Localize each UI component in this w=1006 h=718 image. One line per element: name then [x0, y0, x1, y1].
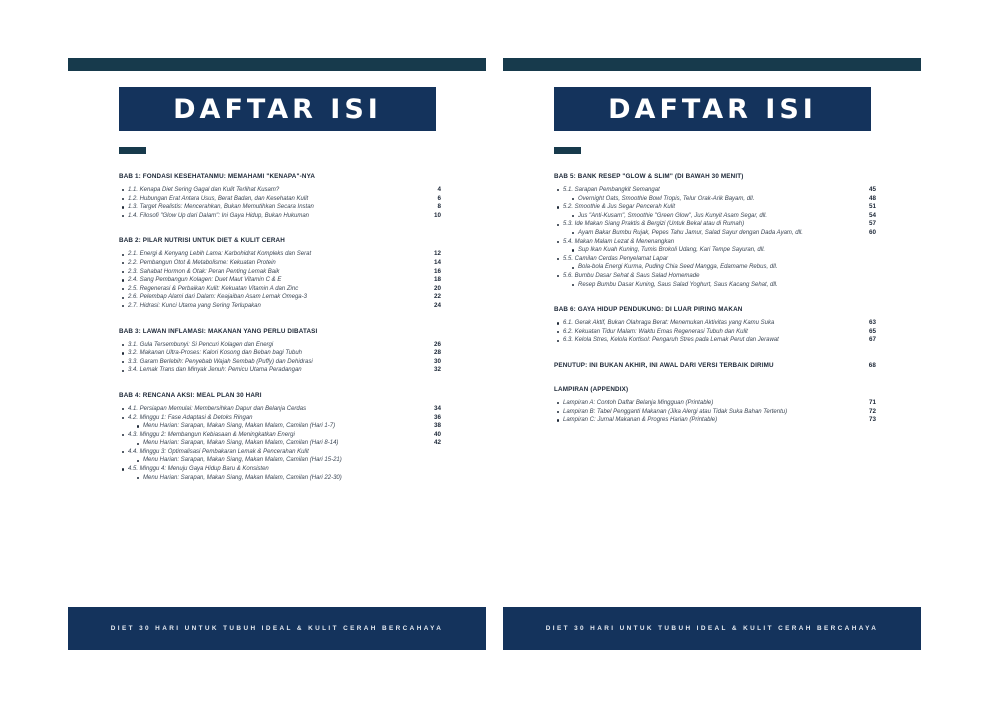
toc-subentry: Jus "Anti-Kusam", Smoothie "Green Glow", Jus Kunyit Asam Segar, dll. [554, 212, 838, 221]
toc-entry: 1.3. Target Realistis: Mencerahkan, Bukan Memutihkan Secara Instan [119, 203, 403, 212]
toc-chapter [119, 237, 441, 310]
toc-entry: 5.4. Makan Malam Lezat & Menenangkan [554, 238, 838, 247]
toc-subentry: Menu Harian: Sarapan, Makan Siang, Makan Malam, Camilan (Hari 1-7) [119, 422, 403, 431]
toc-entry: 6.2. Kekuatan Tidur Malam: Waktu Emas Regenerasi Tubuh dan Kulit [554, 328, 838, 337]
entry-list [119, 250, 403, 310]
toc-entry: 3.4. Lemak Trans dan Minyak Jenuh: Pemicu Utama Peradangan [119, 366, 403, 375]
page-number: 8 [437, 203, 441, 211]
page-number: 57 [868, 220, 876, 228]
toc-entry: 2.4. Sang Pembangun Kolagen: Duet Maut Vitamin C & E [119, 276, 403, 285]
toc-entry: 5.3. Ide Makan Siang Praktis & Bergizi (Untuk Bekal atau di Rumah) [554, 220, 838, 229]
chapter-entries [119, 186, 441, 220]
chapter-title: BAB 1: FONDASI KESEHATANMU: MEMAHAMI "KENAPA"-NYA [119, 173, 316, 180]
page-number: 12 [433, 250, 441, 258]
toc-subentry: Resep Bumbu Dasar Kuning, Saus Salad Yoghurt, Saus Kacang Sehat, dll. [554, 281, 838, 290]
chapter-title: BAB 5: BANK RESEP "GLOW & SLIM" (DI BAWAH 30 MENIT) [554, 173, 744, 180]
page-number: 22 [433, 293, 441, 301]
toc-entry: 1.4. Filosofi "Glow Up dari Dalam": Ini Gaya Hidup, Bukan Hukuman [119, 212, 403, 221]
toc-entry: 1.2. Hubungan Erat Antara Usus, Berat Badan, dan Kesehatan Kulit [119, 195, 403, 204]
toc-chapter [554, 306, 876, 345]
page-number: 6 [437, 194, 441, 202]
toc-content [119, 173, 441, 499]
toc-subentry: Menu Harian: Sarapan, Makan Siang, Makan Malam, Camilan (Hari 22-30) [119, 474, 403, 483]
header-bar [68, 58, 486, 71]
toc-chapter [554, 386, 876, 425]
page-number: 36 [433, 413, 441, 421]
page-number: 40 [433, 430, 441, 438]
page-number: 68 [868, 361, 876, 369]
page-number: 48 [868, 194, 876, 202]
page-number: 45 [868, 186, 876, 193]
page-number-column [842, 399, 876, 425]
toc-entry: 4.4. Minggu 3: Optimalisasi Pembakaran Lemak & Pencerahan Kulit [119, 448, 403, 457]
header-bar [503, 58, 921, 71]
toc-entry: 2.3. Sahabat Hormon & Otak: Peran Penting Lemak Baik [119, 268, 403, 277]
toc-entry: 2.1. Energi & Kenyang Lebih Lama: Karbohidrat Kompleks dan Serat [119, 250, 403, 259]
toc-entry: 4.2. Minggu 1: Fase Adaptasi & Detoks Ringan [119, 414, 403, 423]
toc-entry: 4.5. Minggu 4: Menuju Gaya Hidup Baru & Konsisten [119, 465, 403, 474]
toc-entry: 3.1. Gula Tersembunyi: Si Pencuri Kolagen dan Energi [119, 341, 403, 350]
page-number: 16 [433, 267, 441, 275]
footer-banner [503, 607, 921, 650]
page-number-column [407, 186, 441, 220]
page-number: 28 [433, 349, 441, 357]
toc-subentry: Bola-bola Energi Kurma, Puding Chia Seed Mangga, Edamame Rebus, dll. [554, 263, 838, 272]
entry-list [554, 186, 838, 289]
footer-text: DIET 30 HARI UNTUK TUBUH IDEAL & KULIT CERAH BERCAHAYA [545, 625, 879, 632]
page-number: 4 [437, 186, 441, 193]
toc-page-left [68, 58, 486, 650]
page-number: 54 [868, 211, 876, 219]
toc-subentry: Menu Harian: Sarapan, Makan Siang, Makan Malam, Camilan (Hari 15-21) [119, 456, 403, 465]
toc-title: DAFTAR ISI [608, 93, 817, 125]
page-number-column [842, 319, 876, 345]
page-number: 34 [433, 404, 441, 412]
accent-bar [119, 147, 146, 154]
toc-entry: 1.1. Kenapa Diet Sering Gagal dan Kulit Terlihat Kusam? [119, 186, 403, 195]
toc-entry: Lampiran A: Contoh Daftar Belanja Mingguan (Printable) [554, 399, 838, 408]
chapter-title: BAB 3: LAWAN INFLAMASI: MAKANAN YANG PERLU DIBATASI [119, 327, 318, 335]
toc-entry: 3.2. Makanan Ultra-Proses: Kalori Kosong dan Beban bagi Tubuh [119, 349, 403, 358]
toc-chapter [119, 392, 441, 482]
page-number: 65 [868, 327, 876, 335]
toc-entry: 2.2. Pembangun Otot & Metabolisme: Kekuatan Protein [119, 259, 403, 268]
page-number: 60 [868, 228, 876, 236]
entry-list [119, 341, 403, 375]
toc-entry: 2.6. Pelembap Alami dari Dalam: Keajaiban Asam Lemak Omega-3 [119, 293, 403, 302]
toc-title-box [119, 87, 436, 131]
page-number: 20 [433, 284, 441, 292]
page-number: 14 [433, 258, 441, 266]
chapter-title: BAB 6: GAYA HIDUP PENDUKUNG: DI LUAR PIRING MAKAN [554, 306, 743, 314]
toc-entry: 5.6. Bumbu Dasar Sehat & Saus Salad Homemade [554, 272, 838, 281]
page-number: 18 [433, 276, 441, 284]
toc-subentry: Overnight Oats, Smoothie Bowl Tropis, Telur Orak-Arik Bayam, dll. [554, 195, 838, 204]
page-number: 32 [433, 366, 441, 374]
chapter-entries [554, 319, 876, 345]
footer-text: DIET 30 HARI UNTUK TUBUH IDEAL & KULIT CERAH BERCAHAYA [110, 625, 444, 632]
toc-entry: Lampiran B: Tabel Pengganti Makanan (Jika Alergi atau Tidak Suka Bahan Tertentu) [554, 408, 838, 417]
chapter-entries [119, 341, 441, 375]
page-number: 30 [433, 357, 441, 365]
page-number: 73 [868, 416, 876, 424]
accent-bar [554, 147, 581, 154]
toc-subentry: Menu Harian: Sarapan, Makan Siang, Makan Malam, Camilan (Hari 8-14) [119, 439, 403, 448]
page-number: 10 [433, 211, 441, 219]
page-number: 71 [868, 398, 876, 406]
chapter-title: BAB 2: PILAR NUTRISI UNTUK DIET & KULIT CERAH [119, 237, 285, 245]
page-number-column [842, 186, 876, 238]
toc-entry: Lampiran C: Jurnal Makanan & Progres Harian (Printable) [554, 416, 838, 425]
page-number: 42 [433, 439, 441, 447]
page-number: 26 [433, 340, 441, 348]
toc-page-right [503, 58, 921, 650]
toc-content [554, 173, 876, 442]
chapter-title: LAMPIRAN (APPENDIX) [554, 385, 629, 393]
page-number: 63 [868, 319, 876, 327]
toc-chapter [119, 173, 441, 220]
toc-entry: 2.7. Hidrasi: Kunci Utama yang Sering Terlupakan [119, 302, 403, 311]
toc-title-box [554, 87, 871, 131]
toc-entry: 2.5. Regenerasi & Perbaikan Kulit: Kekuatan Vitamin A dan Zinc [119, 285, 403, 294]
closing-title: PENUTUP: INI BUKAN AKHIR, INI AWAL DARI VERSI TERBAIK DIRIMU [554, 361, 774, 369]
page-number: 51 [868, 203, 876, 211]
chapter-entries [554, 186, 876, 289]
toc-entry: 5.2. Smoothie & Jus Segar Pencerah Kulit [554, 203, 838, 212]
toc-entry: 6.3. Kelola Stres, Kelola Kortisol: Pengaruh Stres pada Lemak Perut dan Jerawat [554, 336, 838, 345]
toc-entry: 6.1. Gerak Aktif, Bukan Olahraga Berat: Menemukan Aktivitas yang Kamu Suka [554, 319, 838, 328]
toc-subentry: Sup Ikan Kuah Kuning, Tumis Brokoli Udang, Kari Tempe Sayuran, dll. [554, 246, 838, 255]
toc-entry: 5.5. Camilan Cerdas Penyelamat Lapar [554, 255, 838, 264]
toc-chapter [554, 173, 876, 289]
toc-entry: 4.3. Minggu 2: Membangun Kebiasaan & Meningkatkan Energi [119, 431, 403, 440]
page-number: 67 [868, 336, 876, 344]
entry-list [119, 405, 403, 482]
chapter-entries [119, 405, 441, 482]
toc-entry: 4.1. Persiapan Memulai: Membersihkan Dapur dan Belanja Cerdas [119, 405, 403, 414]
footer-banner [68, 607, 486, 650]
page-number-column [407, 405, 441, 448]
chapter-title: BAB 4: RENCANA AKSI: MEAL PLAN 30 HARI [119, 391, 262, 399]
entry-list [554, 319, 838, 345]
page-number-column [407, 341, 441, 375]
page-number-column [407, 250, 441, 310]
toc-entry: 3.3. Garam Berlebih: Penyebab Wajah Sembab (Puffy) dan Dehidrasi [119, 358, 403, 367]
chapter-entries [554, 399, 876, 425]
toc-chapter [119, 328, 441, 375]
entry-list [119, 186, 403, 220]
page-number: 24 [433, 301, 441, 309]
toc-subentry: Ayam Bakar Bumbu Rujak, Pepes Tahu Jamur, Salad Sayur dengan Dada Ayam, dll. [554, 229, 838, 238]
entry-list [554, 399, 838, 425]
toc-entry: 5.1. Sarapan Pembangkit Semangat [554, 186, 838, 195]
toc-title: DAFTAR ISI [173, 93, 382, 125]
chapter-entries [119, 250, 441, 310]
closing-entry [554, 362, 876, 369]
page-number: 72 [868, 407, 876, 415]
page-number: 38 [433, 422, 441, 430]
